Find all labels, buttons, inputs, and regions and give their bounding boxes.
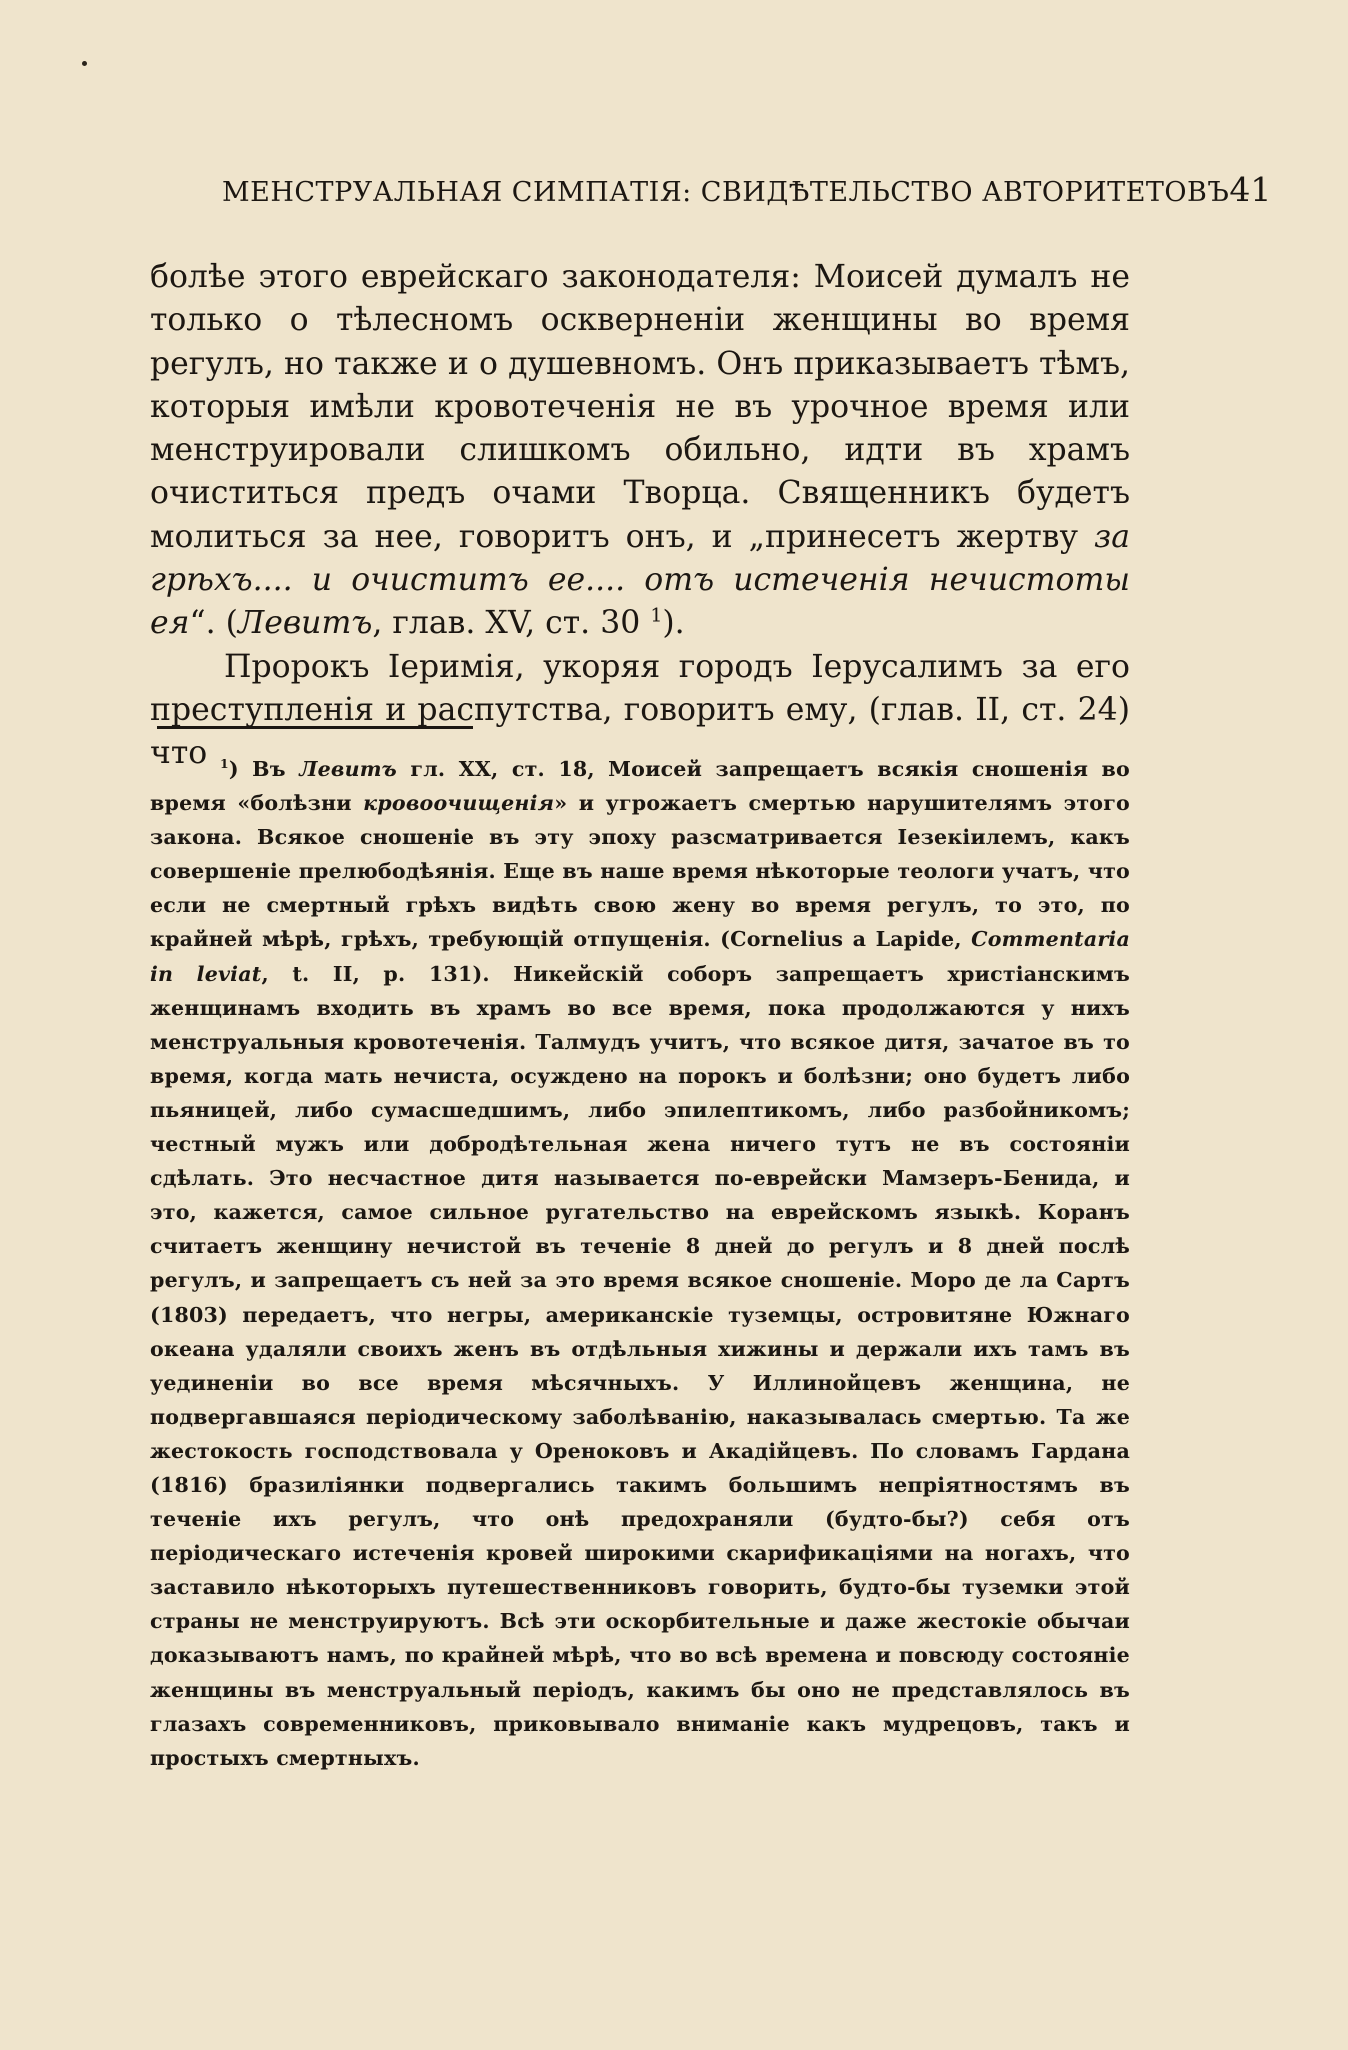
paragraph-1-quote: за грѣхъ.... и очиститъ ее.... отъ истеченія нечистоты ея [150, 518, 1130, 642]
footnote-divider [157, 726, 473, 729]
running-title: МЕНСТРУАЛЬНАЯ СИМПАТІЯ: СВИДѢТЕЛЬСТВО АВТОРИТЕТОВЪ [222, 177, 1230, 208]
paragraph-2: Пророкъ Іеримія, укоряя городъ Іерусалимъ за его преступленія и распутства, говоритъ ему, (глав. II, ст. 24) что [150, 648, 1130, 772]
paragraph-1-book-ref: Левитъ [237, 605, 373, 642]
footnote-marker: 1 [220, 756, 229, 772]
main-text [150, 256, 1130, 776]
paragraph-1-punct: “. ( [189, 605, 238, 642]
footnote [150, 752, 1130, 1775]
footnote-part-4: , t. II, p. 131). Никейскій соборъ запрещаетъ христіанскимъ женщинамъ входить въ храмъ во все время, пока продолжаются у нихъ менструальныя кровотеченія. Талмудъ учитъ, что всякое дитя, зачатое въ то время, когда мать нечиста, осуждено на порокъ и болѣзни; оно будетъ либо пьяницей, либо сумасшедшимъ, либо эпилептикомъ, либо разбойникомъ; честный мужъ или добродѣтельная жена ничего тутъ не въ состояніи сдѣлать. Это несчастное дитя называется по-еврейски Мамзеръ-Бенида, и это, кажется, самое сильное ругательство на еврейскомъ языкѣ. Коранъ считаетъ женщину нечистой въ теченіе 8 дней до регулъ и 8 дней послѣ регулъ, и запрещаетъ съ ней за это время всякое сношеніе. Моро де ла Сартъ (1803) передаетъ, что негры, американскіе туземцы, островитяне Южнаго океана удаляли своихъ женъ въ отдѣльныя хижины и держали ихъ тамъ въ уединеніи во все время мѣсячныхъ. У Иллинойцевъ женщина, не подвергавшаяся періодическому заболѣванію, наказывалась смертью. Та же жестокость господствовала у Ореноковъ и Акадійцевъ. По словамъ Гардана (1816) бразиліянки подвергались такимъ большимъ непріятностямъ въ теченіе ихъ регулъ, что онѣ предохраняли (будто-бы?) себя отъ періодическаго истеченія кровей широкими скарификаціями на ногахъ, что заставило нѣкоторыхъ путешественниковъ говорить, будто-бы туземки этой страны не менструируютъ. Всѣ эти оскорбительные и даже жестокіе обычаи доказываютъ намъ, по крайней мѣрѣ, что во всѣ времена и повсюду состояніе женщины въ менструальный періодъ, какимъ бы оно не представлялось въ глазахъ современниковъ, приковывало вниманіе какъ мудрецовъ, такъ и простыхъ смертныхъ. [150, 961, 1131, 1770]
page-number: 41 [1229, 170, 1272, 209]
paragraph-1-chapter-ref: , глав. XV, ст. 30 [372, 605, 651, 642]
footnote-reference[interactable]: 1 [650, 604, 663, 627]
paragraph-1-text: болѣе этого еврейскаго законодателя: Моисей думалъ не только о тѣлесномъ оскверненіи женщины во время регулъ, но также и о душевномъ. Онъ приказываетъ тѣмъ, которыя имѣли кровотеченія не въ урочное время или менструировали слишкомъ обильно, идти въ храмъ очиститься предъ очами Творца. Священникъ будетъ молиться за нее, говоритъ онъ, и „принесетъ жертву [150, 259, 1130, 555]
print-speck [82, 61, 87, 66]
footnote-italic-3: Commentaria in leviat [150, 927, 1130, 986]
footnote-part-2: гл. XX, ст. 18, Моисей запрещаетъ всякія сношенія во время «болѣзни [150, 757, 1130, 816]
paragraph-1 [150, 256, 1130, 646]
footnote-text [150, 752, 1130, 1775]
footnote-italic-1: Левитъ [299, 757, 397, 781]
running-header [222, 170, 1272, 209]
footnote-part-3: » и угрожаетъ смертью нарушителямъ этого закона. Всякое сношеніе въ эту эпоху разсматривается Іезекіилемъ, какъ совершеніе прелюбодѣянія. Еще въ наше время нѣкоторые теологи учатъ, что если не смертный грѣхъ видѣть свою жену во время регулъ, то это, по крайней мѣрѣ, грѣхъ, требующій отпущенія. (Cornelius a Lapide, [150, 791, 1130, 952]
paragraph-1-end: ). [662, 605, 685, 642]
footnote-part-1: ) Въ [228, 757, 300, 781]
footnote-italic-2: кровоочищенія [363, 791, 555, 816]
